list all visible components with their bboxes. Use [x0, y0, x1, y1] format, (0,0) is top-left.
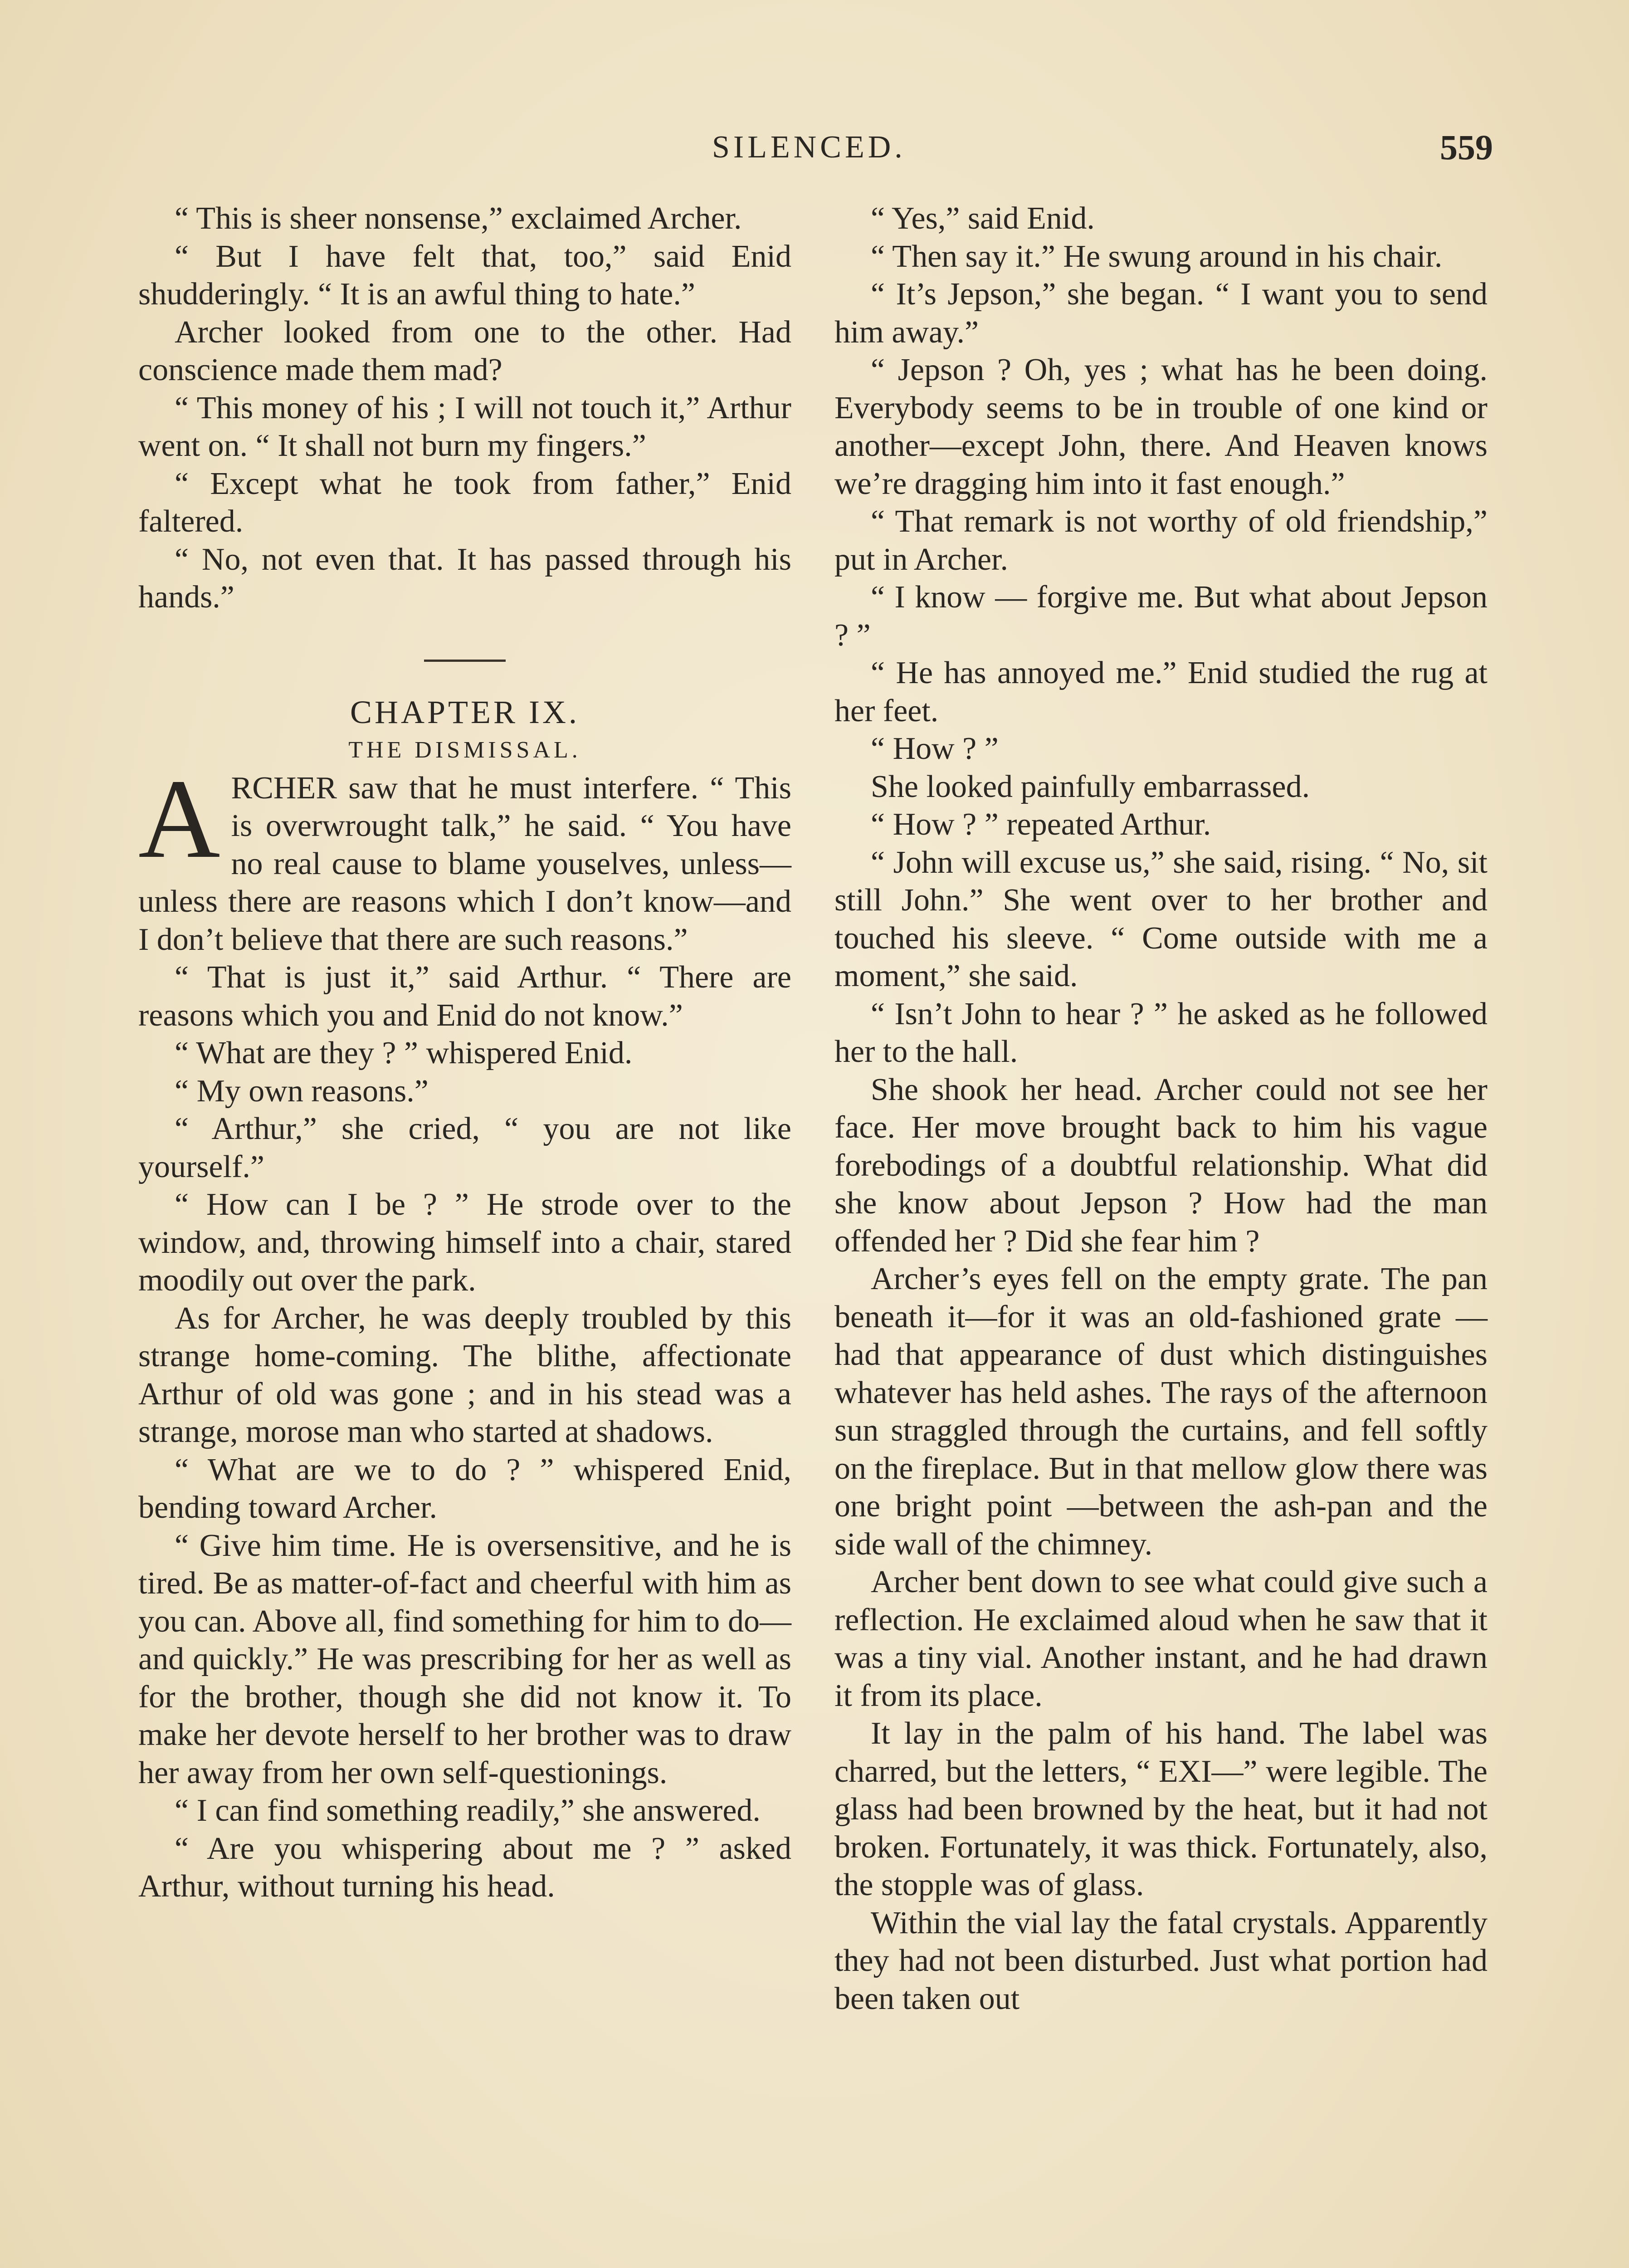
paragraph: “ This money of his ; I will not touch it,” Arthur went on. “ It shall not burn my fingers.” [138, 390, 791, 463]
paragraph: “ How ? ” repeated Arthur. [871, 807, 1211, 842]
paragraph: “ I can find something readily,” she answered. [175, 1793, 761, 1828]
running-title: SILENCED. [712, 130, 906, 165]
chapter-opening-paragraph [138, 756, 791, 959]
paragraph: “ Arthur,” she cried, “ you are not like yourself.” [138, 1111, 791, 1184]
paragraph: “ Give him time. He is oversensitive, and he is tired. Be as matter-of-fact and cheerful with him as you can. Above all, find something for him to do—and quickly.” He was prescribing for her as well as for the brother, though she did not know it. To make her devote herself to her brother was to draw her away from her own self-questionings. [138, 1528, 791, 1790]
paragraph: She shook her head. Archer could not see her face. Her move brought back to him his vague forebodings of a doubtful relationship. What did she know about Jepson ? How had the man offended her ? Did she fear him ? [834, 1072, 1488, 1259]
paragraph: “ Yes,” said Enid. [871, 201, 1095, 236]
paragraph: “ No, not even that. It has passed through his hands.” [138, 542, 791, 615]
page-number: 559 [1440, 127, 1493, 167]
paragraph: Archer looked from one to the other. Had conscience made them mad? [138, 314, 791, 387]
paragraph: As for Archer, he was deeply troubled by this strange home-coming. The blithe, affectionate Arthur of old was gone ; and in his stead was a strange, morose man who started at shadows. [138, 1300, 791, 1449]
paragraph: Within the vial lay the fatal crystals. Apparently they had not been disturbed. Just what portion had been taken out [834, 1905, 1488, 2016]
chapter-subtitle: THE DISMISSAL. [348, 737, 581, 763]
paragraph: “ What are they ? ” whispered Enid. [175, 1036, 633, 1070]
chapter-title: CHAPTER IX. [350, 694, 580, 730]
paragraph: “ That is just it,” said Arthur. “ There are reasons which you and Enid do not know.” [138, 960, 791, 1033]
paragraph: “ Are you whispering about me ? ” asked Arthur, without turning his head. [138, 1831, 791, 1904]
section-divider [424, 660, 506, 662]
paragraph: “ He has annoyed me.” Enid studied the rug at her feet. [834, 655, 1488, 728]
paragraph: “ How can I be ? ” He strode over to the window, and, throwing himself into a chair, stared moodily out over the park. [138, 1187, 791, 1298]
paragraph: “ Then say it.” He swung around in his chair. [871, 239, 1443, 274]
paragraph: “ Isn’t John to hear ? ” he asked as he followed her to the hall. [834, 996, 1488, 1069]
paragraph: Archer’s eyes fell on the empty grate. The pan beneath it—for it was an old-fashioned grate — had that appearance of dust which distinguishes whatever has held ashes. The rays of the afternoon sun straggled through the curtains, and fell softly on the fireplace. But in that mellow glow there was one bright point —between the ash-pan and the side wall of the chimney. [834, 1261, 1488, 1562]
left-column [138, 200, 791, 1906]
opening-text: RCHER saw that he must interfere. “ This is overwrought talk,” he said. “ You have no real cause to blame youselves, unless—unless there are reasons which I don’t know—and I don’t believe that there are such reasons.” [138, 770, 791, 957]
paragraph: “ John will excuse us,” she said, rising. “ No, sit still John.” She went over to her brother and touched his sleeve. “ Come outside with me a moment,” she said. [834, 845, 1488, 993]
paragraph: “ I know — forgive me. But what about Jepson ? ” [834, 580, 1488, 653]
paragraph: Archer bent down to see what could give such a reflection. He exclaimed aloud when he saw that it was a tiny vial. Another instant, and he had drawn it from its place. [834, 1564, 1488, 1713]
paragraph: “ But I have felt that, too,” said Enid shudderingly. “ It is an awful thing to hate.” [138, 239, 791, 312]
drop-cap: A [138, 756, 220, 882]
paragraph: “ How ? ” [871, 731, 999, 766]
paragraph: “ That remark is not worthy of old friendship,” put in Archer. [834, 504, 1488, 577]
paragraph: “ What are we to do ? ” whispered Enid, bending toward Archer. [138, 1452, 791, 1525]
paragraph: “ It’s Jepson,” she began. “ I want you to send him away.” [834, 277, 1488, 350]
paragraph: “ This is sheer nonsense,” exclaimed Archer. [175, 201, 742, 236]
right-column [834, 200, 1488, 2018]
paragraph: “ Except what he took from father,” Enid faltered. [138, 466, 791, 539]
paragraph: It lay in the palm of his hand. The label was charred, but the letters, “ EXI—” were legible. The glass had been browned by the heat, but it had not broken. Fortunately, it was thick. Fortunately, also, the stopple was of glass. [834, 1716, 1488, 1902]
paragraph: “ My own reasons.” [175, 1073, 429, 1109]
paragraph: She looked painfully embarrassed. [871, 769, 1310, 804]
paragraph: “ Jepson ? Oh, yes ; what has he been doing. Everybody seems to be in trouble of one kind or another—except John, there. And Heaven knows we’re dragging him into it fast enough.” [834, 352, 1488, 501]
